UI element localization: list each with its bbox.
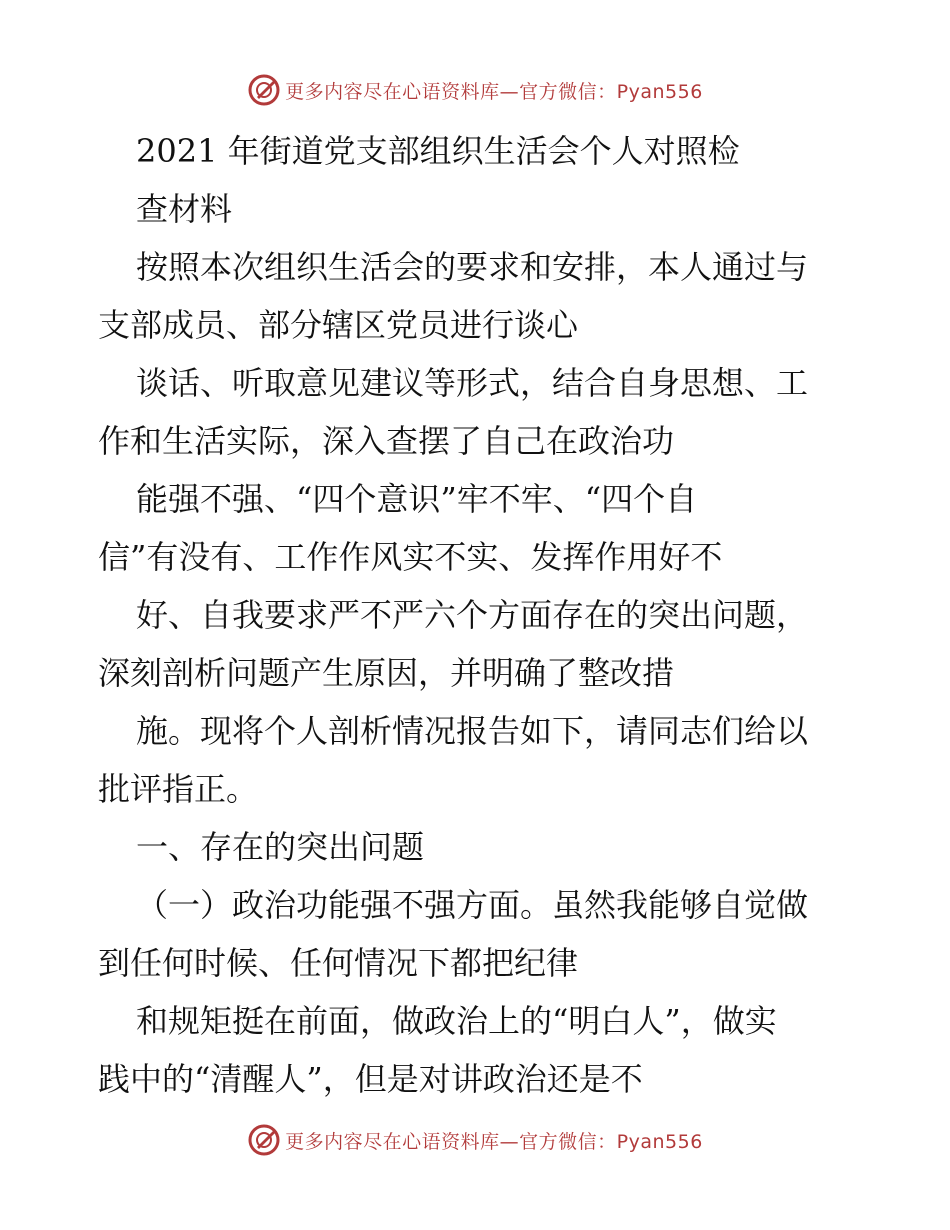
paragraph-line: 践中的“清醒人”，但是对讲政治还是不 (98, 1060, 643, 1098)
paragraph-line: 好、自我要求严不严六个方面存在的突出问题， (136, 596, 809, 634)
paragraph-line: 支部成员、部分辖区党员进行谈心 (98, 306, 579, 344)
paragraph-line: 谈话、听取意见建议等形式，结合自身思想、工 (136, 364, 809, 402)
paragraph-line: 批评指正。 (98, 770, 259, 808)
logo-icon (247, 73, 281, 107)
section-heading: 一、存在的突出问题 (136, 828, 425, 866)
paragraph-line: 按照本次组织生活会的要求和安排，本人通过与 (136, 248, 809, 286)
paragraph-line: 到任何时候、任何情况下都把纪律 (98, 944, 579, 982)
paragraph-line: 信”有没有、工作作风实不实、发挥作用好不 (98, 538, 723, 576)
logo-icon (247, 1123, 281, 1157)
doc-title-line-1: 2021 年街道党支部组织生活会个人对照检 (136, 132, 740, 170)
paragraph-line: 作和生活实际，深入查摆了自己在政治功 (98, 422, 675, 460)
banner-text: 更多内容尽在心语资料库—官方微信：Pyan556 (285, 80, 703, 103)
paragraph-line: 施。现将个人剖析情况报告如下，请同志们给以 (136, 712, 809, 750)
paragraph-line: （一）政治功能强不强方面。虽然我能够自觉做 (136, 886, 809, 924)
paragraph-line: 深刻剖析问题产生原因，并明确了整改措 (98, 654, 675, 692)
paragraph-line: 和规矩挺在前面，做政治上的“明白人”，做实 (136, 1002, 777, 1040)
paragraph-line: 能强不强、“四个意识”牢不牢、“四个自 (136, 480, 698, 518)
header-banner (0, 70, 950, 110)
doc-title-line-2: 查材料 (136, 190, 233, 228)
footer-banner (0, 1120, 950, 1160)
banner-text: 更多内容尽在心语资料库—官方微信：Pyan556 (285, 1130, 703, 1153)
document-body (98, 122, 858, 1108)
